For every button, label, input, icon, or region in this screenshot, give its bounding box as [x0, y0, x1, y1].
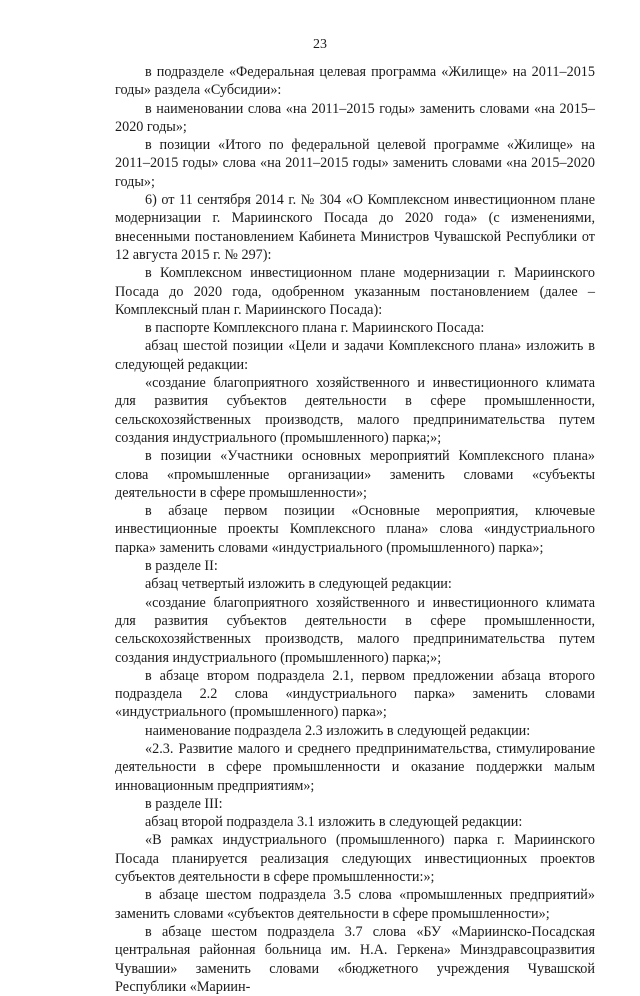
paragraph: «2.3. Развитие малого и среднего предпринимательства, стимулирование деятельности в сфере промышленности и оказание поддержки малым инновационным предприятиям»;: [115, 740, 595, 794]
paragraph: в разделе II:: [145, 558, 218, 575]
paragraph: наименование подраздела 2.3 изложить в следующей редакции:: [145, 722, 531, 739]
page-number: 23: [313, 37, 327, 52]
paragraph: в паспорте Комплексного плана г. Мариинского Посада:: [145, 320, 485, 337]
paragraph: в позиции «Участники основных мероприятий Комплексного плана» слова «промышленные организации» заменить словами «субъекты деятельности в сфере промышленности»;: [115, 448, 595, 501]
paragraph: в наименовании слова «на 2011–2015 годы» заменить словами «на 2015–2020 годы»;: [115, 100, 595, 135]
paragraph: в подразделе «Федеральная целевая программа «Жилище» на 2011–2015 годы» раздела «Субсидии»:: [115, 64, 595, 99]
paragraph: «создание благоприятного хозяйственного и инвестиционного климата для развития субъектов деятельности в сфере промышленности, сельскохозяйственных производств, малого предпринимательства путем создания индустриального (промышленного) парка;»;: [115, 375, 595, 446]
paragraph: в абзаце шестом подраздела 3.7 слова «БУ «Мариинско-Посадская центральная районная больница им. Н.А. Геркена» Минздравсоцразвития Чувашии» заменить словами «бюджетного учреждения Чувашской Республики «Мариин-: [115, 923, 595, 995]
paragraph: абзац шестой позиции «Цели и задачи Комплексного плана» изложить в следующей редакции:: [115, 338, 595, 373]
document-body: [115, 63, 595, 996]
paragraph: в абзаце первом позиции «Основные мероприятия, ключевые инвестиционные проекты Комплексного плана» слова «индустриального парка» заменить словами «индустриального (промышленного) парка»;: [115, 503, 595, 556]
paragraph: в абзаце шестом подраздела 3.5 слова «промышленных предприятий» заменить словами «субъектов деятельности в сфере промышленности»;: [115, 887, 595, 922]
paragraph: абзац второй подраздела 3.1 изложить в следующей редакции:: [145, 814, 523, 831]
paragraph: абзац четвертый изложить в следующей редакции:: [145, 576, 452, 593]
paragraph: 6) от 11 сентября 2014 г. № 304 «О Комплексном инвестиционном плане модернизации г. Мариинского Посада до 2020 года» (с изменениями, внесенными постановлением Кабинета Министров Чувашской Республики от 12 августа 2015 г. № 297):: [115, 192, 595, 263]
paragraph: в разделе III:: [145, 795, 223, 812]
paragraph: «В рамках индустриального (промышленного) парка г. Мариинского Посада планируется реализация следующих инвестиционных проектов субъектов деятельности в сфере промышленности:»;: [115, 832, 595, 886]
paragraph: «создание благоприятного хозяйственного и инвестиционного климата для развития субъектов деятельности в сфере промышленности, сельскохозяйственных производств, малого предпринимательства путем создания индустриального (промышленного) парка;»;: [115, 594, 595, 666]
paragraph: в позиции «Итого по федеральной целевой программе «Жилище» на 2011–2015 годы» слова «на 2011–2015 годы» заменить словами «на 2015–2020 годы»;: [115, 137, 595, 190]
paragraph: в Комплексном инвестиционном плане модернизации г. Мариинского Посада до 2020 года, одобренном указанным постановлением (далее – Комплексный план г. Мариинского Посада):: [115, 265, 595, 318]
paragraph: в абзаце втором подраздела 2.1, первом предложении абзаца второго подраздела 2.2 слова «индустриального парка» заменить словами «индустриального (промышленного) парка»;: [115, 667, 595, 721]
